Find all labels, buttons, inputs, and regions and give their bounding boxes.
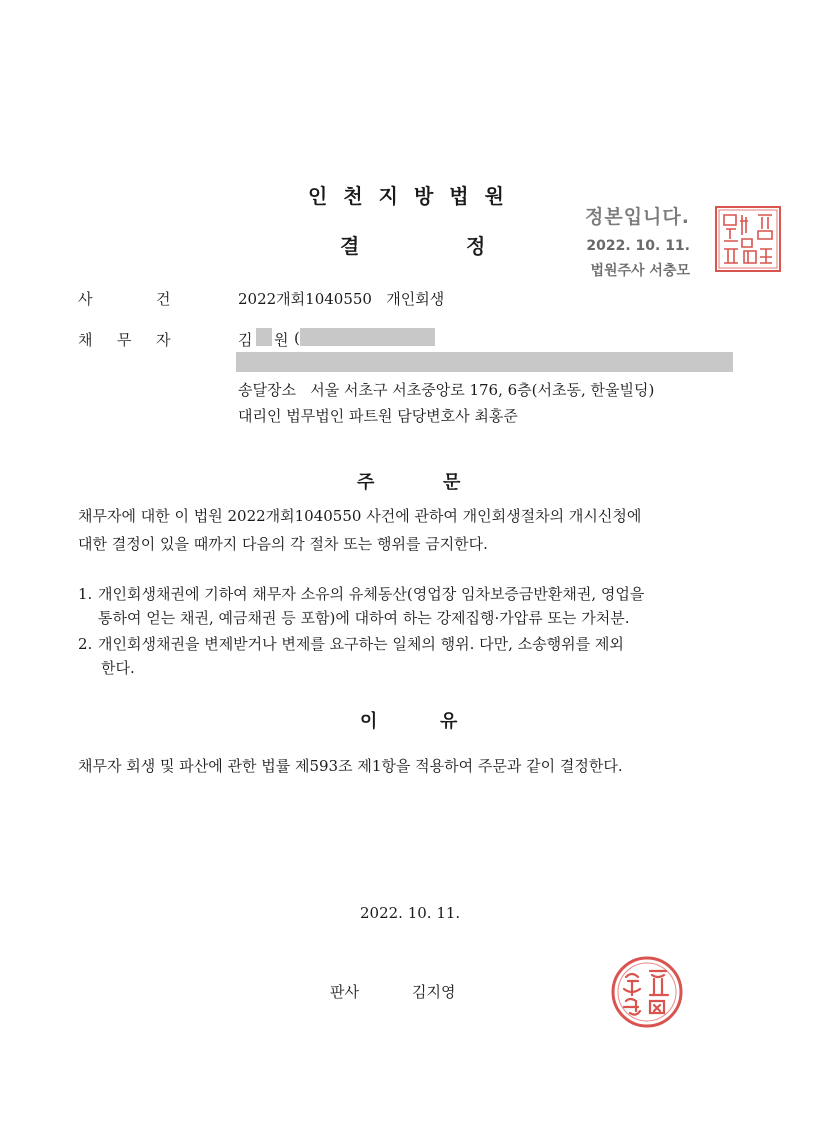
debtor-id-paren: ( xyxy=(294,329,300,347)
redaction-block xyxy=(300,328,435,346)
debtor-label-1: 채 xyxy=(78,331,93,349)
document-title-left: 결 xyxy=(340,234,360,258)
court-seal-stamp xyxy=(714,205,782,273)
service-address: 송달장소 서울 서초구 서초중앙로 176, 6층(서초동, 한울빌딩) xyxy=(238,381,655,399)
certified-copy-clerk: 법원주사 서충모 xyxy=(590,263,690,279)
order-item-1-number: 1. xyxy=(78,585,93,603)
debtor-label-2: 무 xyxy=(117,331,132,349)
debtor-label-3: 자 xyxy=(156,331,171,349)
reason-text: 채무자 회생 및 파산에 관한 법률 제593조 제1항을 적용하여 주문과 같이 결정한다. xyxy=(78,757,623,775)
redaction-block xyxy=(236,352,733,372)
case-label-1: 사 xyxy=(78,290,93,308)
case-label-2: 건 xyxy=(156,290,171,308)
case-number: 2022개회1040550 개인회생 xyxy=(238,290,445,308)
judge-title: 판사 xyxy=(330,983,359,1001)
order-intro-line-1: 채무자에 대한 이 법원 2022개회1040550 사건에 관하여 개인회생절차의 개시신청에 xyxy=(78,507,642,525)
order-item-1-line-2: 통하여 얻는 채권, 예금채권 등 포함)에 대하여 하는 강제집행·가압류 또는 가처분. xyxy=(98,609,630,627)
reason-heading-1: 이 xyxy=(360,711,378,732)
order-item-1-line-1: 개인회생채권에 기하여 채무자 소유의 유체동산(영업장 임차보증금반환채권, 영업을 xyxy=(98,585,645,603)
order-heading-1: 주 xyxy=(357,472,375,493)
court-name: 인천지방법원 xyxy=(308,184,520,208)
debtor-name-last: 원 xyxy=(274,331,289,349)
certified-copy-date: 2022. 10. 11. xyxy=(586,238,690,254)
redaction-block xyxy=(256,328,272,346)
document-title xyxy=(0,230,824,260)
order-heading-2: 문 xyxy=(443,472,461,493)
document-title-right: 정 xyxy=(466,234,486,258)
judge-name: 김지영 xyxy=(412,983,456,1001)
certified-copy-text: 정본입니다. xyxy=(585,206,690,228)
order-item-2-number: 2. xyxy=(78,635,93,653)
order-item-2-line-1: 개인회생채권을 변제받거나 변제를 요구하는 일체의 행위. 다만, 소송행위를 제외 xyxy=(98,635,624,653)
judge-seal-stamp xyxy=(610,955,684,1029)
decision-date: 2022. 10. 11. xyxy=(360,904,461,922)
order-intro-line-2: 대한 결정이 있을 때까지 다음의 각 절차 또는 행위를 금지한다. xyxy=(78,535,488,553)
legal-agent: 대리인 법무법인 파트원 담당변호사 최홍준 xyxy=(238,407,518,425)
debtor-name-first: 김 xyxy=(238,331,253,349)
order-item-2-line-2: 한다. xyxy=(101,659,135,677)
reason-heading-2: 유 xyxy=(440,711,458,732)
